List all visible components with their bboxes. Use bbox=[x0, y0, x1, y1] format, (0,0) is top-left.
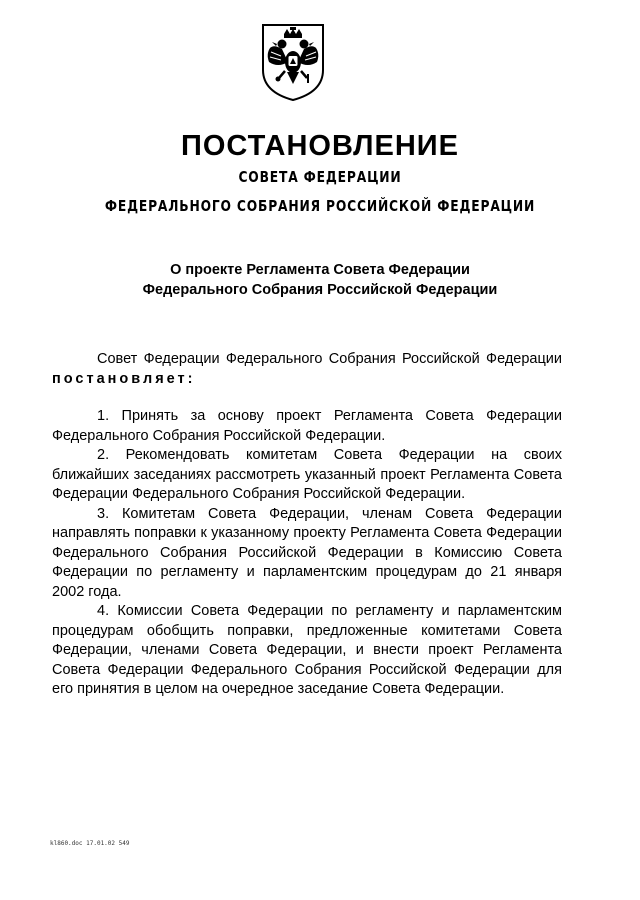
intro-text: Совет Федерации Федерального Собрания Российской Федерации bbox=[97, 351, 562, 367]
document-subject bbox=[0, 260, 640, 300]
document-title: ПОСТАНОВЛЕНИЕ bbox=[181, 130, 459, 162]
resolution-item: 3. Комитетам Совета Федерации, членам Совета Федерации направлять поправки к указанному проекту Регламента Совета Федерации Федерального Собрания Российской Федерации в Комиссию Совета Федерации по регламенту и парламентским процедурам до 21 января 2002 года. bbox=[52, 505, 562, 600]
double-headed-eagle-icon bbox=[260, 22, 326, 102]
resolution-items bbox=[52, 407, 562, 700]
intro-paragraph bbox=[52, 350, 562, 389]
issuer-line-2: ФЕДЕРАЛЬНОГО СОБРАНИЯ РОССИЙСКОЙ ФЕДЕРАЦИИ bbox=[104, 197, 536, 215]
issuer-line-1: СОВЕТА ФЕДЕРАЦИИ bbox=[238, 168, 402, 186]
resolution-item: 4. Комиссии Совета Федерации по регламенту и парламентским процедурам обобщить поправки, предложенные комитетами Совета Федерации, членами Совета Федерации, и внести проект Регламента Совета Федерации Федерального Собрания Российской Федерации для его принятия в целом на очередное заседание Совета Федерации. bbox=[52, 603, 562, 697]
subject-line-1: О проекте Регламента Совета Федерации bbox=[170, 262, 470, 278]
resolution-item: 2. Рекомендовать комитетам Совета Федерации на своих ближайших заседаниях рассмотреть указанный проект Регламента Совета Федерации Федерального Собрания Российской Федерации. bbox=[52, 447, 562, 502]
subject-line-2: Федерального Собрания Российской Федерации bbox=[142, 282, 498, 298]
intro-verb: постановляет: bbox=[52, 370, 196, 387]
resolution-item: 1. Принять за основу проект Регламента Совета Федерации Федерального Собрания Российской Федерации. bbox=[52, 408, 562, 444]
file-code: kl860.doc 17.01.02 549 bbox=[50, 840, 130, 847]
